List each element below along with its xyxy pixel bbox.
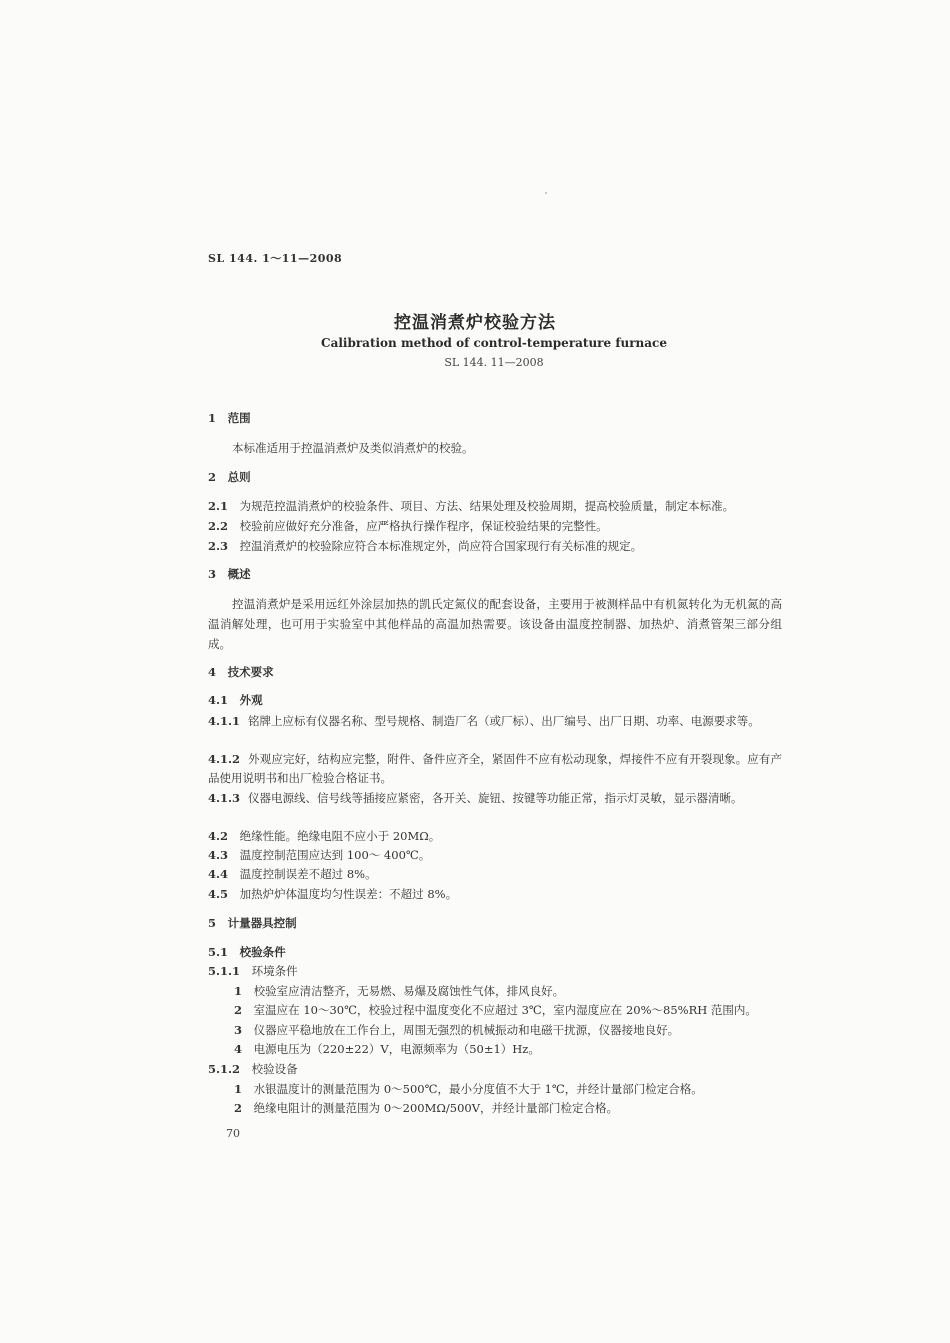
- clause-4-1-1: 4.1.1 铭牌上应标有仪器名称、型号规格、制造厂名（或厂标）、出厂编号、出厂日期、功率、电源要求等。: [208, 714, 760, 728]
- env-item-2: 2 室温应在 10～30℃，校验过程中温度变化不应超过 3℃，室内湿度应在 20%～85%RH 范围内。: [234, 1003, 757, 1017]
- env-item-4: 4 电源电压为（220±22）V，电源频率为（50±1）Hz。: [234, 1042, 540, 1056]
- title-standard-code: SL 144. 11—2008: [444, 356, 544, 369]
- clause-4-4: 4.4 温度控制误差不超过 8%。: [208, 867, 377, 881]
- section-5-heading: 5 计量器具控制: [208, 916, 297, 930]
- page-number: 70: [226, 1127, 240, 1140]
- clause-4-1-3: 4.1.3 仪器电源线、信号线等插接应紧密，各开关、旋钮、按键等功能正常，指示灯灵敏，显示器清晰。: [208, 791, 743, 805]
- standard-code-header: SL 144. 1～11—2008: [208, 252, 343, 265]
- clause-4-3: 4.3 温度控制范围应达到 100～ 400℃。: [208, 848, 431, 862]
- clause-2-2: 2.2 校验前应做好充分准备，应严格执行操作程序，保证校验结果的完整性。: [208, 519, 608, 533]
- clause-4-2: 4.2 绝缘性能。绝缘电阻不应小于 20MΩ。: [208, 829, 441, 843]
- env-item-1: 1 校验室应清洁整齐，无易燃、易爆及腐蚀性气体，排风良好。: [234, 984, 565, 998]
- clause-4-5: 4.5 加热炉炉体温度均匀性误差：不超过 8%。: [208, 887, 458, 901]
- section-3-heading: 3 概述: [208, 567, 251, 581]
- clause-2-1: 2.1 为规范控温消煮炉的校验条件、项目、方法、结果处理及校验周期，提高校验质量，制定本标准。: [208, 499, 735, 513]
- equip-item-2: 2 绝缘电阻计的测量范围为 0～200MΩ/500V，并经计量部门检定合格。: [234, 1101, 619, 1115]
- env-item-3: 3 仪器应平稳地放在工作台上，周围无强烈的机械振动和电磁干扰源，仪器接地良好。: [234, 1023, 680, 1037]
- scan-speck: [545, 192, 547, 194]
- section-1-text: 本标准适用于控温消煮炉及类似消煮炉的校验。: [232, 441, 474, 455]
- section-3-paragraph: 控温消煮炉是采用远红外涂层加热的凯氏定氮仪的配套设备，主要用于被测样品中有机氮转化为无机氮的高温消解处理，也可用于实验室中其他样品的高温加热需要。该设备由温度控制器、加热炉、消煮管架三部分组成。: [208, 597, 782, 651]
- section-4-heading: 4 技术要求: [208, 665, 274, 679]
- equip-item-1: 1 水银温度计的测量范围为 0～500℃，最小分度值不大于 1℃，并经计量部门检定合格。: [234, 1082, 703, 1096]
- clause-5-1-1-heading: 5.1.1 环境条件: [208, 964, 298, 978]
- clause-5-1-2-heading: 5.1.2 校验设备: [208, 1062, 298, 1076]
- title-chinese: 控温消煮炉校验方法: [394, 313, 556, 333]
- title-english: Calibration method of control-temperature furnace: [321, 336, 667, 350]
- section-1-heading: 1 范围: [208, 411, 251, 425]
- section-2-heading: 2 总则: [208, 470, 251, 484]
- clause-4-1-2: 4.1.2 外观应完好，结构应完整，附件、备件应齐全，紧固件不应有松动现象，焊接件不应有开裂现象。应有产品使用说明书和出厂检验合格证书。: [208, 752, 782, 785]
- clause-5-1-heading: 5.1 校验条件: [208, 945, 286, 959]
- clause-2-3: 2.3 控温消煮炉的校验除应符合本标准规定外，尚应符合国家现行有关标准的规定。: [208, 539, 643, 553]
- clause-4-1-heading: 4.1 外观: [208, 693, 263, 707]
